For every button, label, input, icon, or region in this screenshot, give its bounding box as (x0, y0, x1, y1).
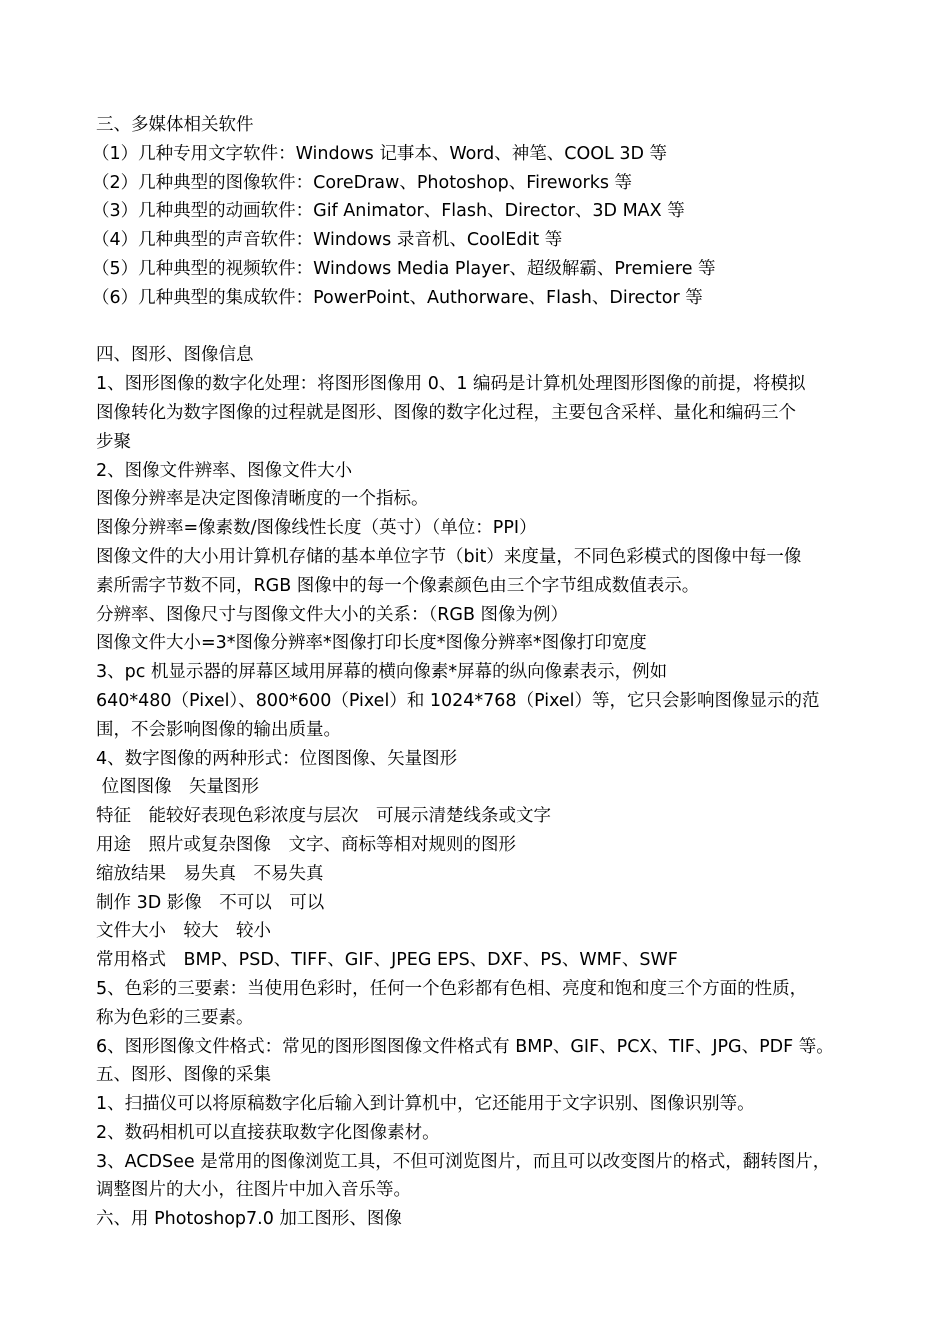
document-page (92, 111, 876, 1234)
paragraph-line: 围，不会影响图像的输出质量。 (96, 719, 341, 740)
paragraph-line: 1、图形图像的数字化处理：将图形图像用 0、1 编码是计算机处理图形图像的前提，将模拟 (96, 374, 806, 395)
comparison-row: 常用格式 BMP、PSD、TIFF、GIF、JPEG EPS、DXF、PS、WMF、SWF (96, 950, 678, 971)
comparison-row: 缩放结果 易失真 不易失真 (96, 863, 324, 884)
paragraph-line: 图像分辨率是决定图像清晰度的一个指标。 (96, 489, 429, 510)
paragraph-line: 2、数码相机可以直接获取数字化图像素材。 (96, 1122, 440, 1143)
paragraph-line: 称为色彩的三要素。 (96, 1007, 254, 1028)
paragraph-line: 分辨率、图像尺寸与图像文件大小的关系：（RGB 图像为例） (96, 604, 569, 625)
paragraph-line: 640*480（Pixel）、800*600（Pixel）和 1024*768（Pixel）等，它只会影响图像显示的范 (96, 690, 820, 711)
list-item: （5）几种典型的视频软件：Windows Media Player、超级解霸、Premiere 等 (92, 258, 716, 279)
section-heading-multimedia-software: 三、多媒体相关软件 (96, 115, 254, 135)
paragraph-line: 3、ACDSee 是常用的图像浏览工具，不但可浏览图片，而且可以改变图片的格式，翻转图片， (96, 1151, 831, 1172)
comparison-row: 特征 能较好表现色彩浓度与层次 可展示清楚线条或文字 (96, 806, 551, 827)
paragraph-line: 图像分辨率=像素数/图像线性长度（英寸）（单位：PPI） (96, 518, 537, 539)
list-item: （2）几种典型的图像软件：CoreDraw、Photoshop、Fireworks 等 (92, 172, 633, 193)
paragraph-line: 4、数字图像的两种形式：位图图像、矢量图形 (96, 748, 458, 769)
list-item: （3）几种典型的动画软件：Gif Animator、Flash、Director、3D MAX 等 (92, 201, 685, 222)
comparison-row: 位图图像 矢量图形 (96, 777, 260, 798)
paragraph-line: 图像文件大小=3*图像分辨率*图像打印长度*图像分辨率*图像打印宽度 (96, 633, 647, 654)
section-heading-photoshop: 六、用 Photoshop7.0 加工图形、图像 (96, 1209, 402, 1230)
spacer (96, 313, 876, 342)
paragraph-line: 调整图片的大小，往图片中加入音乐等。 (96, 1180, 411, 1201)
list-item: （4）几种典型的声音软件：Windows 录音机、CoolEdit 等 (92, 230, 563, 251)
list-item: （1）几种专用文字软件：Windows 记事本、Word、神笔、COOL 3D 等 (92, 143, 668, 164)
paragraph-line: 步聚 (96, 431, 131, 452)
paragraph-line: 3、pc 机显示器的屏幕区域用屏幕的横向像素*屏幕的纵向像素表示，例如 (96, 662, 668, 683)
list-item: （6）几种典型的集成软件：PowerPoint、Authorware、Flash、Director 等 (92, 287, 703, 308)
paragraph-line: 素所需字节数不同，RGB 图像中的每一个像素颜色由三个字节组成数值表示。 (96, 575, 700, 596)
paragraph-line: 5、色彩的三要素：当使用色彩时，任何一个色彩都有色相、亮度和饱和度三个方面的性质， (96, 978, 808, 999)
paragraph-line: 图像文件的大小用计算机存储的基本单位字节（bit）来度量，不同色彩模式的图像中每一像 (96, 546, 802, 567)
comparison-row: 制作 3D 影像 不可以 可以 (96, 892, 325, 913)
paragraph-line: 图像转化为数字图像的过程就是图形、图像的数字化过程，主要包含采样、量化和编码三个 (96, 402, 796, 423)
paragraph-line: 2、图像文件辨率、图像文件大小 (96, 460, 353, 481)
section-heading-graphics-info: 四、图形、图像信息 (96, 345, 254, 366)
comparison-row: 文件大小 较大 较小 (96, 921, 271, 942)
paragraph-line: 1、扫描仪可以将原稿数字化后输入到计算机中，它还能用于文字识别、图像识别等。 (96, 1094, 755, 1115)
section-heading-acquisition: 五、图形、图像的采集 (96, 1065, 271, 1086)
comparison-row: 用途 照片或复杂图像 文字、商标等相对规则的图形 (96, 834, 516, 855)
paragraph-line: 6、图形图像文件格式：常见的图形图图像文件格式有 BMP、GIF、PCX、TIF、JPG、PDF 等。 (96, 1036, 834, 1057)
